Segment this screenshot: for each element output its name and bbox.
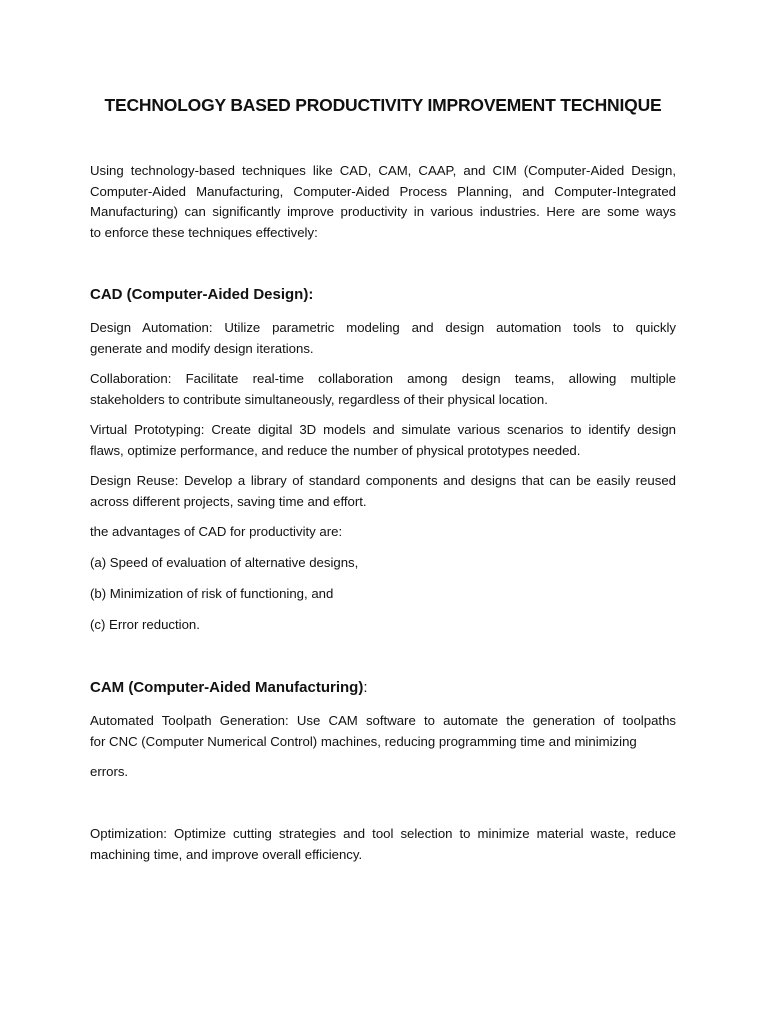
paragraph-line: Optimization: Optimize cutting strategies and tool selection to minimize material waste, reduce (90, 826, 676, 841)
cad-section-heading-wrap (90, 286, 676, 303)
intro-line: Computer-Aided Manufacturing, Computer-Aided Process Planning, and Computer-Integrated (90, 183, 676, 199)
paragraph-line: Collaboration: Facilitate real-time collaboration among design teams, allowing multiple (90, 371, 676, 386)
cam-heading-colon: : (363, 679, 368, 696)
cad-advantages-intro: the advantages of CAD for productivity are: (90, 524, 343, 539)
list-item: (b) Minimization of risk of functioning, and (90, 586, 334, 601)
intro-paragraph (90, 161, 676, 243)
cad-advantages-intro-wrap (90, 522, 676, 543)
cam-paragraph-toolpath-continued (90, 762, 676, 783)
cad-paragraph-virtual-prototyping (90, 420, 676, 461)
cam-section-heading-wrap (90, 679, 676, 696)
intro-line: Manufacturing) can significantly improve productivity in various industries. Here are some ways (90, 204, 676, 220)
cam-heading-text: CAM (Computer-Aided Manufacturing) (90, 679, 364, 696)
cad-paragraph-design-reuse (90, 471, 676, 512)
intro-line: Using technology-based techniques like CAD, CAM, CAAP, and CIM (Computer-Aided Design, (90, 163, 676, 178)
cad-paragraph-design-automation (90, 318, 676, 359)
document-title: TECHNOLOGY BASED PRODUCTIVITY IMPROVEMENT TECHNIQUE (104, 95, 662, 115)
cam-paragraph-optimization (90, 824, 676, 865)
intro-line: to enforce these techniques effectively: (90, 224, 318, 240)
cam-paragraph-toolpath (90, 711, 676, 752)
list-item: (a) Speed of evaluation of alternative designs, (90, 555, 359, 570)
paragraph-line: for CNC (Computer Numerical Control) machines, reducing programming time and minimizing (90, 733, 637, 749)
paragraph-line: generate and modify design iterations. (90, 340, 314, 356)
paragraph-line: Design Reuse: Develop a library of standard components and designs that can be easily reused (90, 473, 676, 488)
paragraph-line: Design Automation: Utilize parametric modeling and design automation tools to quickly (90, 320, 676, 335)
list-item: (c) Error reduction. (90, 617, 200, 632)
cad-advantage-item-a (90, 553, 676, 574)
paragraph-line: Virtual Prototyping: Create digital 3D models and simulate various scenarios to identify design (90, 422, 676, 437)
paragraph-line: across different projects, saving time and effort. (90, 493, 367, 509)
paragraph-line: errors. (90, 764, 129, 779)
cad-paragraph-collaboration (90, 369, 676, 410)
paragraph-line: Automated Toolpath Generation: Use CAM software to automate the generation of toolpaths (90, 713, 676, 728)
paragraph-line: stakeholders to contribute simultaneously, regardless of their physical location. (90, 391, 548, 407)
cad-advantage-item-c (90, 615, 676, 636)
paragraph-line: machining time, and improve overall efficiency. (90, 846, 363, 862)
cam-section-heading (90, 679, 676, 696)
cad-advantage-item-b (90, 584, 676, 605)
paragraph-line: flaws, optimize performance, and reduce the number of physical prototypes needed. (90, 442, 581, 458)
cad-section-heading: CAD (Computer-Aided Design): (90, 286, 314, 303)
